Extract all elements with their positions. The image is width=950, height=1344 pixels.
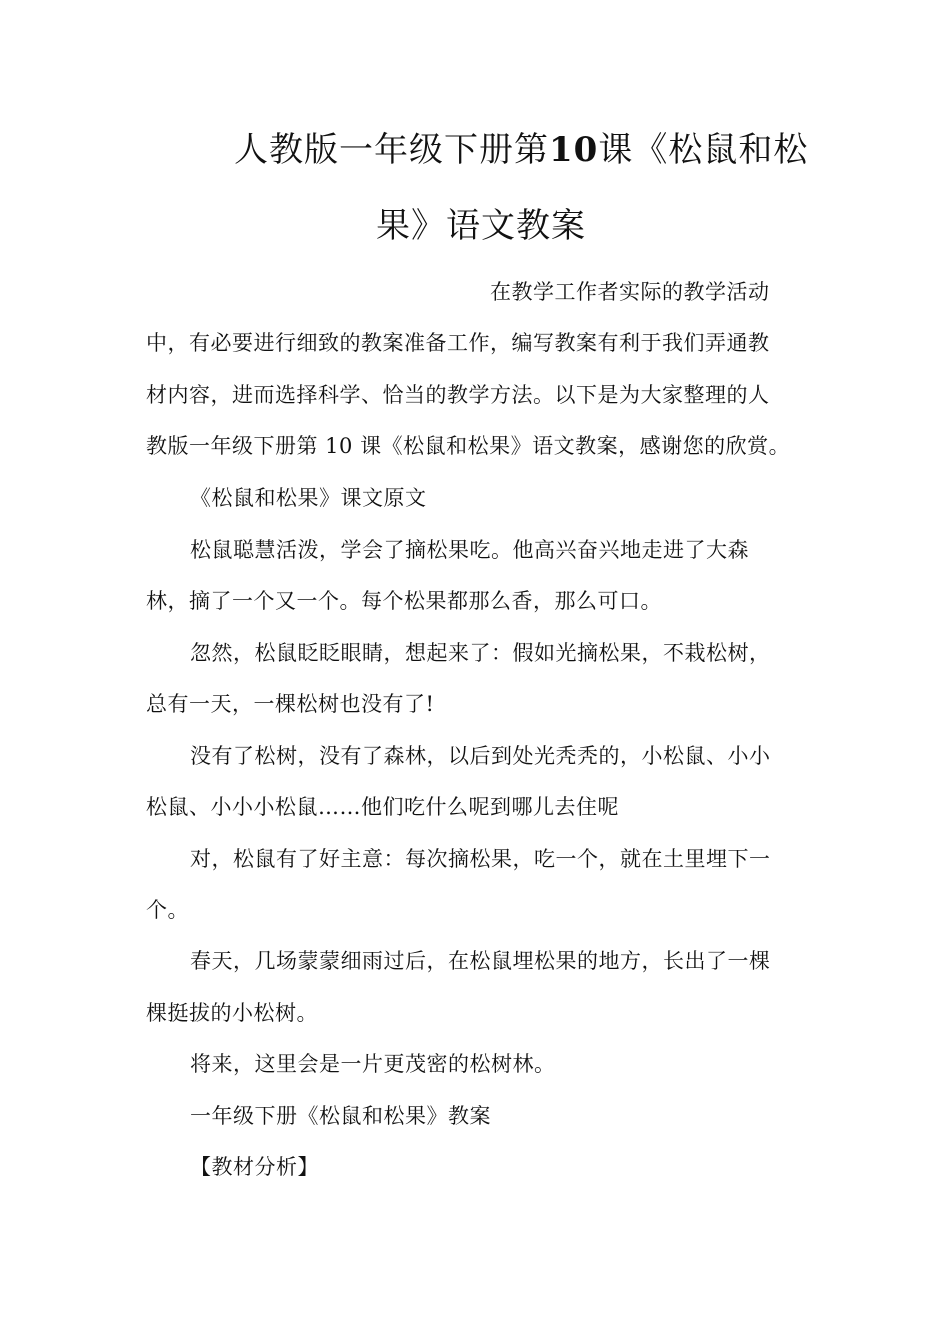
heading-material-analysis: 【教材分析】: [190, 1155, 319, 1179]
paragraph-4-line-2: 个。: [146, 898, 189, 922]
intro-line-4: 教版一年级下册第 10 课《松鼠和松果》语文教案，感谢您的欣赏。: [146, 434, 791, 458]
paragraph-1-line-1: 松鼠聪慧活泼，学会了摘松果吃。他高兴奋兴地走进了大森: [190, 538, 749, 562]
title-line-1: [234, 122, 808, 171]
paragraph-5-line-2: 棵挺拔的小松树。: [146, 1001, 318, 1025]
intro-line-3: 材内容，进而选择科学、恰当的教学方法。以下是为大家整理的人: [146, 383, 770, 407]
heading-text-original: 《松鼠和松果》课文原文: [190, 486, 427, 510]
intro-line-1: 在教学工作者实际的教学活动: [490, 280, 770, 304]
paragraph-3-line-2: 松鼠、小小小松鼠……他们吃什么呢到哪儿去住呢: [146, 795, 619, 819]
paragraph-5-line-1: 春天，几场蒙蒙细雨过后，在松鼠埋松果的地方，长出了一棵: [190, 949, 771, 973]
paragraph-2-line-1: 忽然，松鼠眨眨眼睛，想起来了：假如光摘松果，不栽松树，: [190, 641, 771, 665]
paragraph-4-line-1: 对，松鼠有了好主意：每次摘松果，吃一个，就在土里埋下一: [190, 847, 771, 871]
paragraph-6: 将来，这里会是一片更茂密的松树林。: [190, 1052, 556, 1076]
paragraph-3-line-1: 没有了松树，没有了森林，以后到处光秃秃的，小松鼠、小小: [190, 744, 771, 768]
paragraph-2-line-2: 总有一天，一棵松树也没有了!: [146, 692, 435, 716]
intro-line-2: 中，有必要进行细致的教案准备工作，编写教案有利于我们弄通教: [146, 331, 770, 355]
paragraph-1-line-2: 林，摘了一个又一个。每个松果都那么香，那么可口。: [146, 589, 662, 613]
title-number: 10: [549, 130, 599, 170]
title-suffix: 课《松鼠和松: [598, 130, 809, 170]
title-line-2: 果》语文教案: [376, 206, 586, 246]
heading-lesson-plan: 一年级下册《松鼠和松果》教案: [190, 1104, 491, 1128]
title-prefix: 人教版一年级下册第: [234, 130, 549, 170]
